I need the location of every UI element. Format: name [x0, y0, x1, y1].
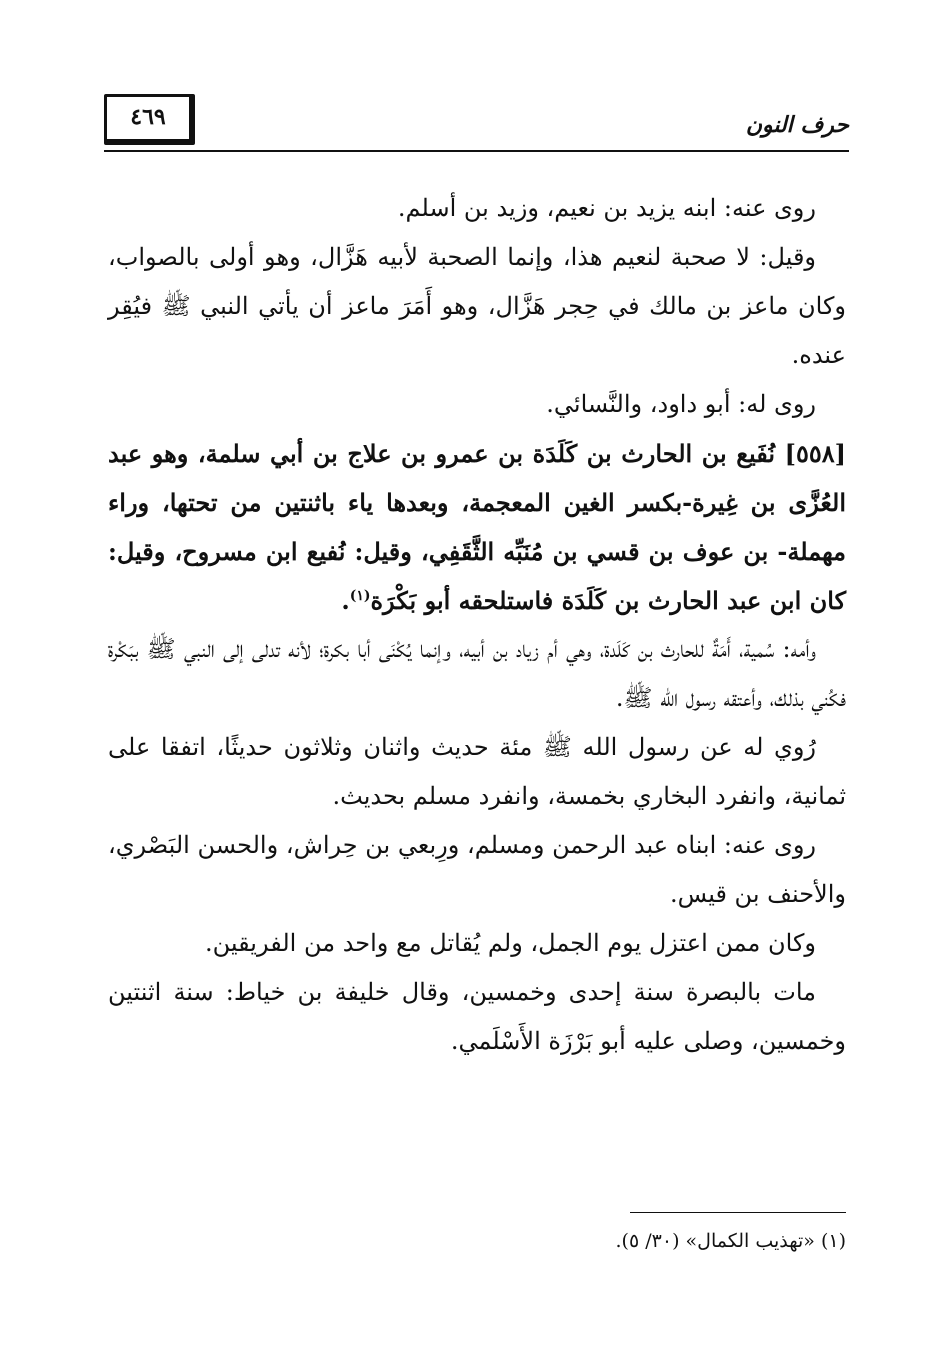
- paragraph: روى له: أبو داود، والنَّسائي.: [546, 390, 816, 418]
- paragraph: وأمه: سُمية، أَمَةٌ للحارث بن كَلَدة، وهي أم زياد بن أبيه، وإنما يُكْنَى أبا بكرة؛ لأنه تدلى إلى النبي ﷺ ببَكْرة فكُني بذلك، وأعتقه رسول الله ﷺ.: [108, 635, 846, 712]
- paragraph: مات بالبصرة سنة إحدى وخمسين، وقال خليفة بن خياط: سنة اثنتين وخمسين، وصلى عليه أبو بَرْزَة الأَسْلَمي.: [108, 978, 846, 1055]
- paragraph: روى عنه: ابناه عبد الرحمن ومسلم، ورِبعي بن حِراش، والحسن البَصْري، والأحنف بن قيس.: [108, 831, 846, 908]
- entry-end: .: [341, 586, 350, 615]
- footnote-marker: (١): [349, 588, 371, 604]
- main-text: [108, 184, 846, 1066]
- running-title: حرف النون: [745, 112, 849, 138]
- header-rule: [104, 150, 849, 152]
- entry-text: [٥٥٨] نُفَيع بن الحارث بن كَلَدَة بن عمرو بن علاج بن أبي سلمة، وهو عبد العُزَّى بن غِيرة-بكسر الغين المعجمة، وبعدها ياء باثنتين من تحتها، وراء مهملة- بن عوف بن قسي بن مُنَبِّه الثَّقَفِي، وقيل: نُفيع ابن مسروح، وقيل: كان ابن عبد الحارث بن كَلَدَة فاستلحقه أبو بَكْرَة: [108, 439, 846, 615]
- page-number: ٤٦٩: [104, 94, 195, 145]
- footnote: (١) «تهذيب الكمال» (٣٠/ ٥).: [615, 1230, 846, 1252]
- paragraph: وقيل: لا صحبة لنعيم هذا، وإنما الصحبة لأبيه هَزَّال، وهو أولى بالصواب، وكان ماعز بن مالك في حِجر هَزَّال، وهو أَمَرَ ماعز أن يأتي النبي ﷺ فيُقِر عنده.: [108, 243, 846, 369]
- paragraph: وكان ممن اعتزل يوم الجمل، ولم يُقاتل مع واحد من الفريقين.: [205, 929, 816, 957]
- footnote-separator: [630, 1212, 846, 1213]
- paragraph: رُوي له عن رسول الله ﷺ مئة حديث واثنان وثلاثون حديثًا، اتفقا على ثمانية، وانفرد البخاري بخمسة، وانفرد مسلم بحديث.: [108, 733, 846, 810]
- biography-entry-heading: [108, 429, 846, 625]
- page-header: [104, 92, 849, 152]
- paragraph: روى عنه: ابنه يزيد بن نعيم، وزيد بن أسلم.: [397, 194, 816, 222]
